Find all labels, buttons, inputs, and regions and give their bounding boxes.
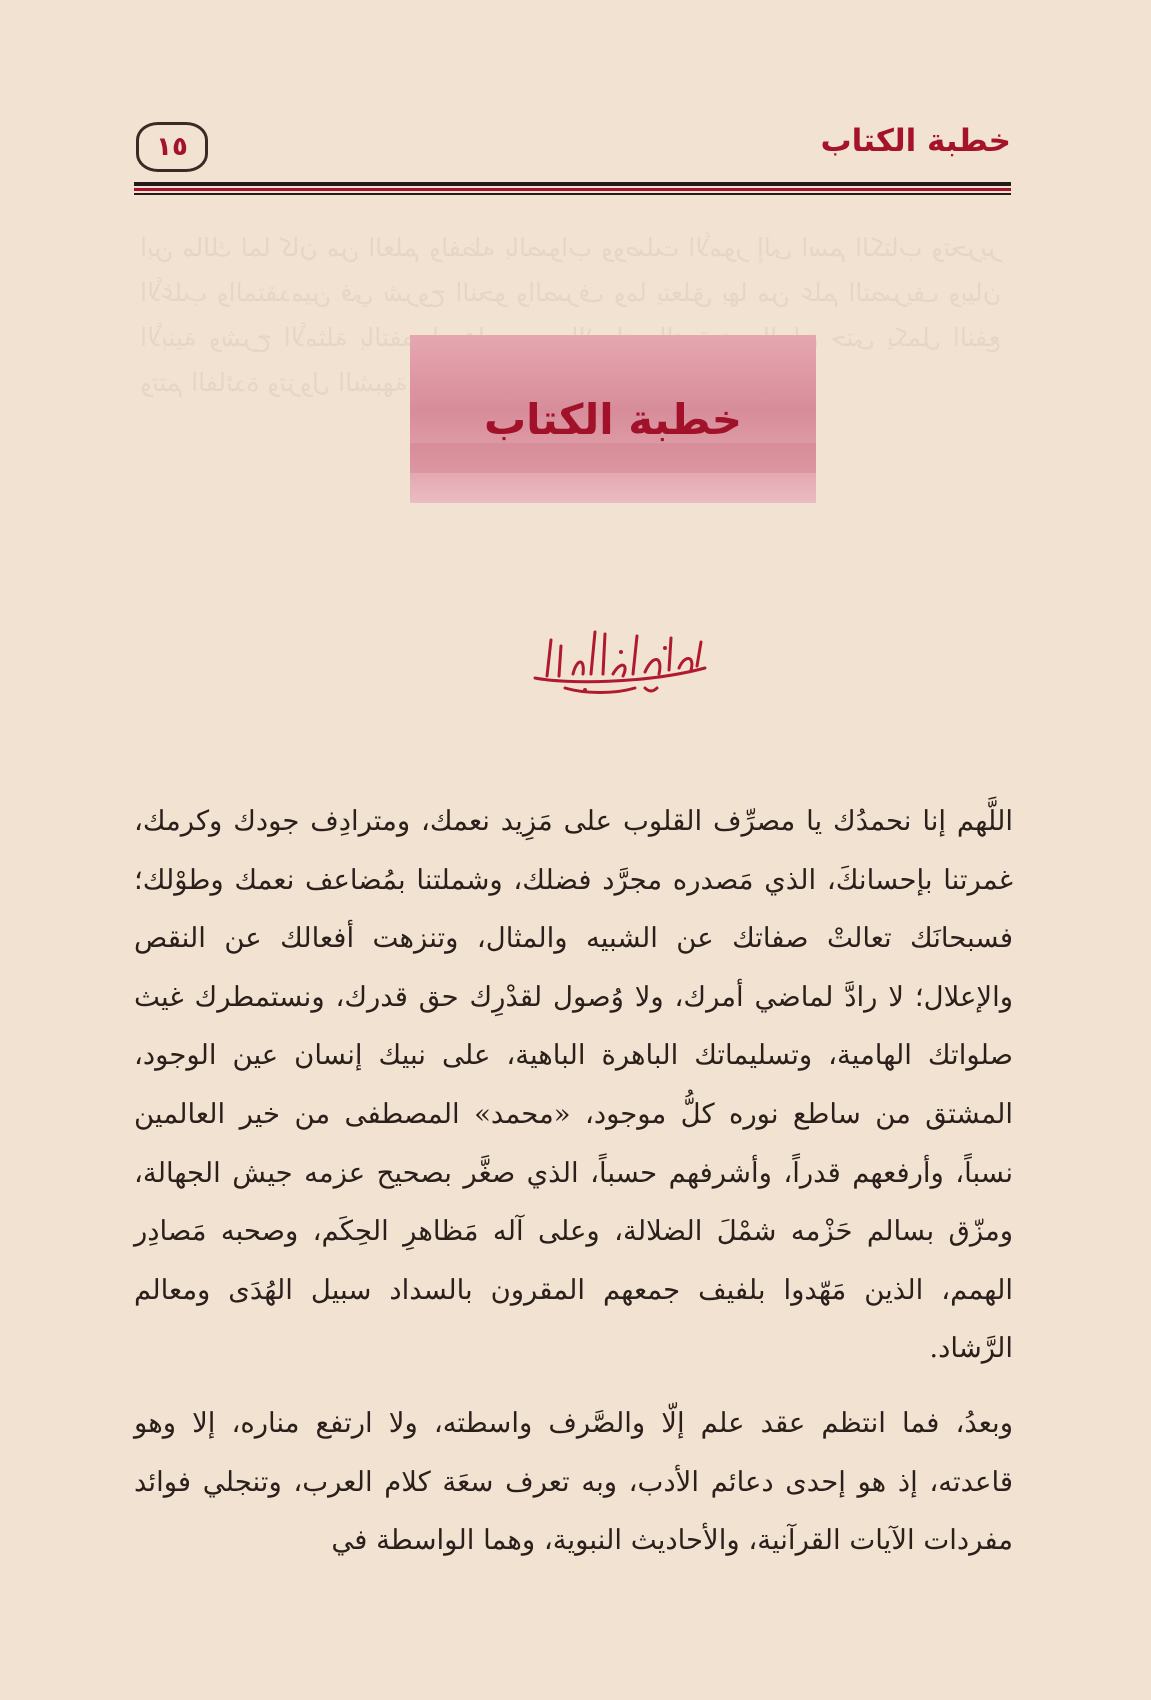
reverse-page-show-through: ابن مالك لما كان من العلم ولفظه بالصواب ووصلت الأمور إلى اسم الكتاب وتحرير الأغلب والمتقدمين في شروح النحو والصرف وما يتعلق بها من علم التصريف وبيان الأبنية وشرح الأمثلة بالتفصيل حتى يكمل النفع وتتم الفائدة وتزول الشبهة (140, 233, 1001, 397)
running-title: خطبة الكتاب (820, 123, 1011, 159)
page-number: ١٥ (156, 132, 188, 162)
paragraph-opening-praise: اللَّهم إنا نحمدُك يا مصرِّف القلوب على مَزِيد نعمك، ومترادِف جودك وكرمك، غمرتنا بإحسانكَ، الذي مَصدره مجرَّد فضلك، وشملتنا بمُضاعف نعمك وطوْلك؛ فسبحانَك تعالتْ صفاتك عن الشبيه والمثال، وتنزهت أفعالك عن النقص والإعلال؛ لا رادَّ لماضي أمرك، ولا وُصول لقدْرِك حق قدرك، ونستمطرك غيث صلواتك الهامية، وتسليماتك الباهرة الباهية، على نبيك إنسان عين الوجود، المشتق من ساطع نوره كلُّ موجود، «محمد» المصطفى من خير العالمين نسباً، وأرفعهم قدراً، وأشرفهم حسباً، الذي صغَّر بصحيح عزمه جيش الجهالة، ومزّق بسالم حَزْمه شمْلَ الضلالة، وعلى آله مَظاهرِ الحِكَم، وصحبه مَصادِر الهمم، الذين مَهّدوا بلفيف جمعهم المقرون بالسداد سبيل الهُدَى ومعالم الرَّشاد. (134, 805, 1013, 1365)
chapter-title: خطبة الكتاب (483, 394, 743, 444)
paragraph-introduction: وبعدُ، فما انتظم عقد علم إلّا والصَّرف واسطته، ولا ارتفع مناره، إلا وهو قاعدته، إذ هو إحدى دعائم الأدب، وبه تعرف سعَة كلام العرب، وتنجلي فوائد مفردات الآيات القرآنية، والأحاديث النبوية، وهما الواسطة في (134, 1406, 1013, 1557)
body-text (134, 792, 1013, 1570)
basmala-calligraphy-icon (525, 618, 715, 698)
chapter-title-box (410, 335, 816, 503)
page-number-badge (136, 122, 208, 172)
header-divider (134, 182, 1011, 195)
